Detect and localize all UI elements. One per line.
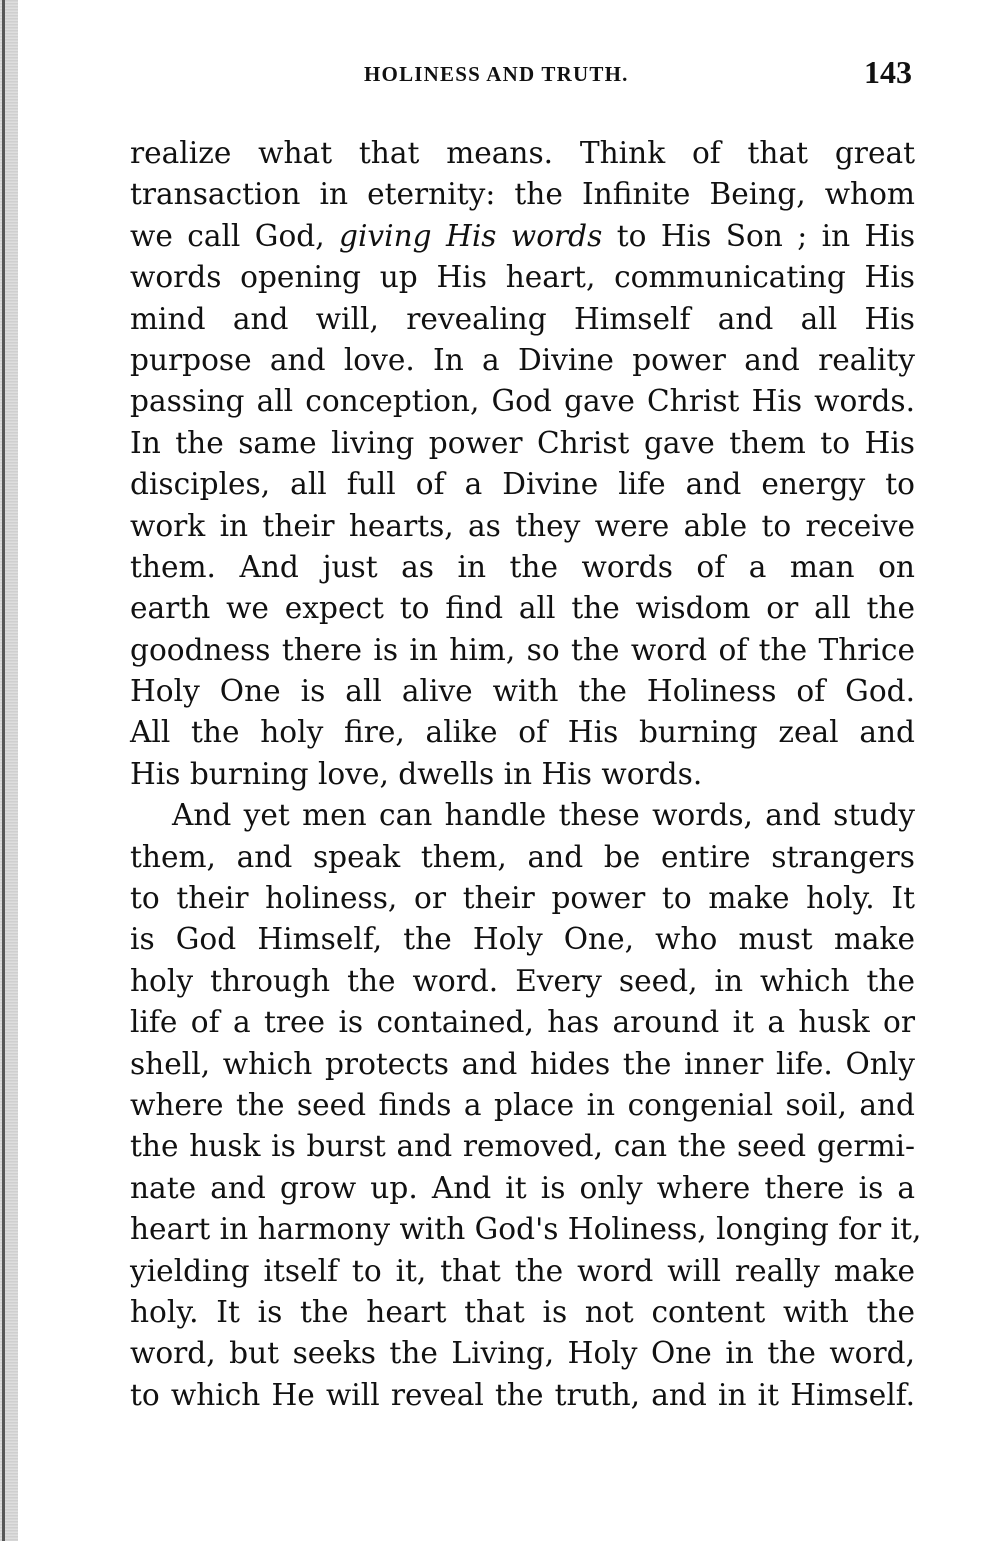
text-line: purpose and love. In a Divine power and reality xyxy=(130,342,915,377)
page-binding-edge xyxy=(0,0,18,1541)
page-header xyxy=(132,54,914,94)
page-number: 143 xyxy=(864,54,912,90)
text-line: passing all conception, God gave Christ His words. xyxy=(130,384,915,419)
text-line: to their holiness, or their power to make holy. It xyxy=(130,881,915,916)
italic-emphasis: giving His words xyxy=(339,218,603,253)
text-line: And yet men can handle these words, and study xyxy=(172,798,915,833)
text-line: yielding itself to it, that the word will really make xyxy=(130,1253,915,1288)
text-line: word, but seeks the Living, Holy One in the word, xyxy=(130,1336,915,1371)
text-line: transaction in eternity: the Infinite Being, whom xyxy=(130,177,915,212)
running-head: HOLINESS AND TRUTH. xyxy=(364,62,629,86)
text-line: nate and grow up. And it is only where there is a xyxy=(130,1170,915,1205)
text-line: In the same living power Christ gave them to His xyxy=(130,425,915,460)
text-line: mind and will, revealing Himself and all His xyxy=(130,301,915,336)
text-line: is God Himself, the Holy One, who must make xyxy=(130,922,915,957)
text-line: His burning love, dwells in His words. xyxy=(130,756,703,791)
text-segment: we call God, xyxy=(130,218,340,253)
text-segment: to His Son ; in His xyxy=(602,218,916,253)
text-line: earth we expect to find all the wisdom or all the xyxy=(130,591,915,626)
body-text xyxy=(130,133,922,1416)
text-line: Holy One is all alive with the Holiness of God. xyxy=(130,674,915,709)
text-line: to which He will reveal the truth, and in it Himself. xyxy=(130,1377,915,1412)
text-line: holy through the word. Every seed, in which the xyxy=(130,963,915,998)
text-line: All the holy fire, alike of His burning zeal and xyxy=(130,715,915,750)
text-line: them. And just as in the words of a man on xyxy=(130,549,915,584)
text-line xyxy=(130,216,915,257)
text-line: the husk is burst and removed, can the seed germi- xyxy=(130,1129,915,1164)
text-line: life of a tree is contained, has around it a husk or xyxy=(130,1005,915,1040)
text-line: words opening up His heart, communicating His xyxy=(130,260,915,295)
text-line: heart in harmony with God's Holiness, longing for it, xyxy=(130,1212,922,1247)
text-line: where the seed finds a place in congenial soil, and xyxy=(130,1087,915,1122)
text-line: work in their hearts, as they were able to receive xyxy=(130,508,915,543)
text-line: them, and speak them, and be entire strangers xyxy=(130,839,915,874)
text-line: goodness there is in him, so the word of the Thrice xyxy=(130,632,915,667)
text-line: shell, which protects and hides the inner life. Only xyxy=(130,1046,915,1081)
text-line: disciples, all full of a Divine life and energy to xyxy=(130,467,915,502)
text-line: realize what that means. Think of that great xyxy=(130,136,915,170)
text-line: holy. It is the heart that is not content with the xyxy=(130,1294,915,1329)
